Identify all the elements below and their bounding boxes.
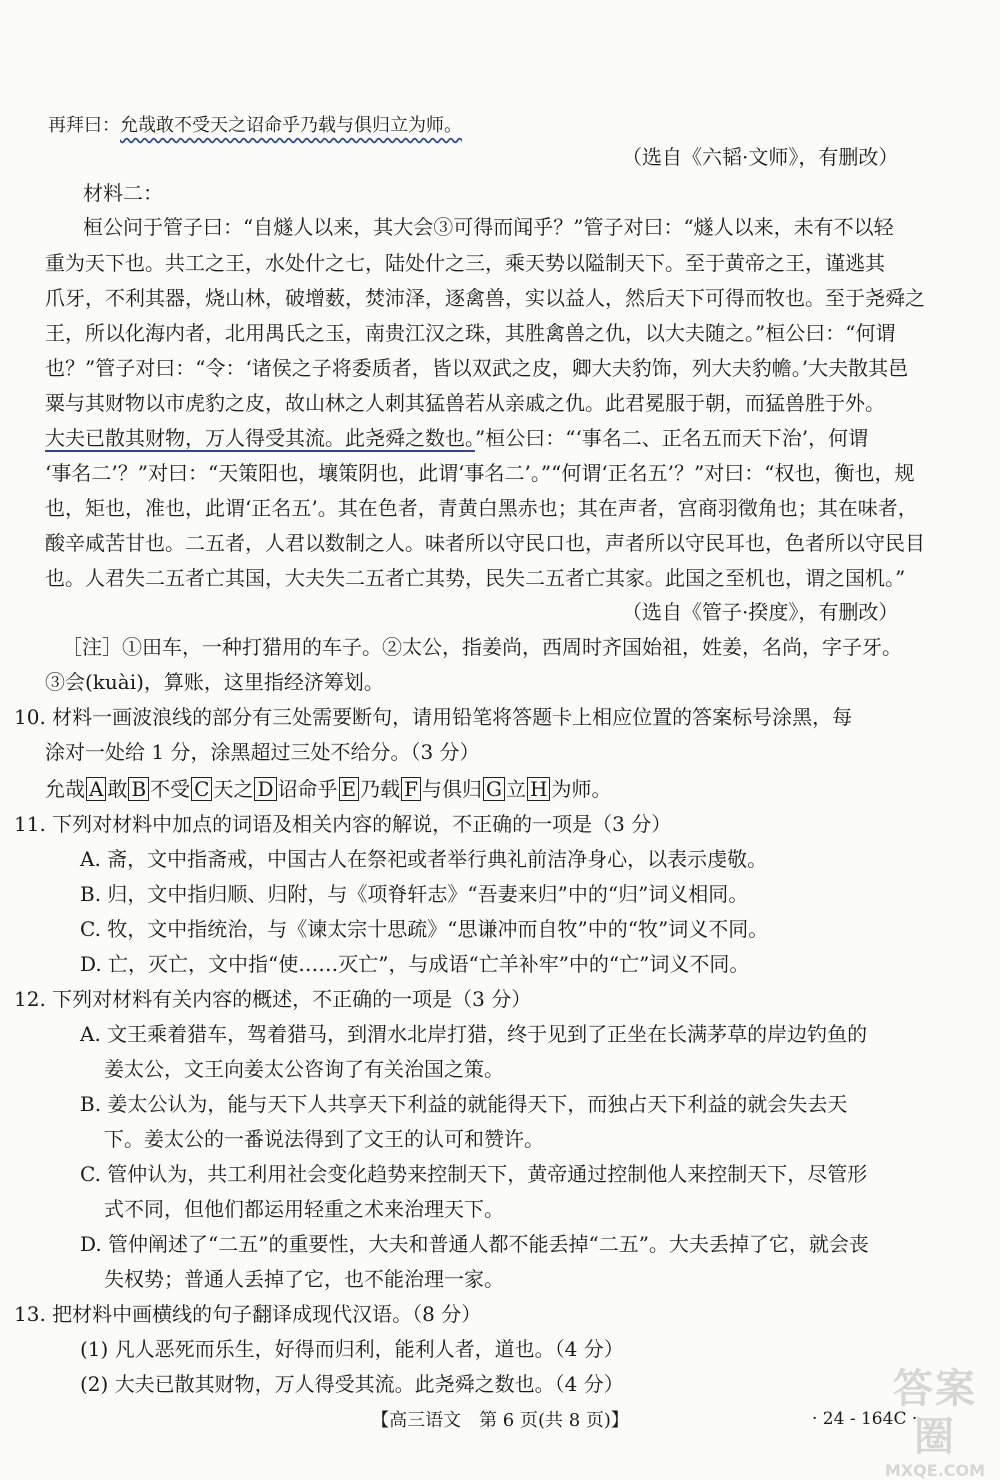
passage-line: 重为天下也。共工之王，水处什之七，陆处什之三，乘天势以隘制天下。至于黄帝之王，谨逃其 xyxy=(45,251,885,275)
wavy-phrase: 允哉敢不受天之诏命乎乃载与俱归立为师。 xyxy=(120,115,462,136)
passage-line: 爪牙，不利其器，烧山林，破增薮，焚沛泽，逐禽兽，实以益人，然后天下可得而牧也。至于尧舜之 xyxy=(45,286,925,310)
q12-option-cont: 姜太公，文王向姜太公咨询了有关治国之策。 xyxy=(104,1057,504,1081)
page-footer: 【高三语文 第 6 页(共 8 页)】 xyxy=(371,1410,629,1431)
material2-heading: 材料二： xyxy=(83,181,163,205)
q12-stem: 12. 下列对材料有关内容的概述，不正确的一项是（3 分） xyxy=(14,987,532,1011)
q10-segment: 不受 xyxy=(150,777,191,801)
passage-line xyxy=(45,424,868,452)
passage-line: 也。人君失二五者亡其国，大夫失二五者亡其势，民失二五者亡其家。此国之至机也，谓之国机。” xyxy=(45,566,906,590)
q10-segment: 立 xyxy=(506,777,526,801)
q11-stem: 11. 下列对材料中加点的词语及相关内容的解说，不正确的一项是（3 分） xyxy=(14,812,672,836)
q10-segment: 天之 xyxy=(213,777,254,801)
q10-option-box[interactable]: A xyxy=(86,777,106,801)
q10-option-box[interactable]: H xyxy=(527,777,550,801)
q10-segment: 乃载 xyxy=(360,777,401,801)
q12-option: C. 管仲认为，共工利用社会变化趋势来控制天下，黄帝通过控制他人来控制天下，尽管形 xyxy=(80,1162,868,1186)
watermark-logo xyxy=(880,1365,990,1480)
q13-stem: 13. 把材料中画横线的句子翻译成现代汉语。（8 分） xyxy=(14,1302,482,1326)
q11-option: A. 斋，文中指斋戒，中国古人在祭祀或者举行典礼前洁净身心，以表示虔敬。 xyxy=(80,847,768,871)
note-line: ③会(kuài)，算账，这里指经济筹划。 xyxy=(45,670,384,694)
q12-option-cont: 式不同，但他们都运用轻重之术来治理天下。 xyxy=(104,1197,504,1221)
q12-option: B. 姜太公认为，能与天下人共享天下利益的就能得天下，而独占天下利益的就会失去天 xyxy=(80,1092,848,1116)
q10-option-box[interactable]: D xyxy=(254,777,276,801)
q10-stem: 涂对一处给 1 分，涂黑超过三处不给分。（3 分） xyxy=(45,740,480,764)
source-2: （选自《管子·揆度》，有删改） xyxy=(622,600,899,624)
q10-segment: 敢 xyxy=(107,777,128,801)
passage-line: 也？”管子对曰：“令：‘诸侯之子将委质者，皆以双武之皮，卿大夫豹饰，列大夫豹幨。’大夫散其邑 xyxy=(45,356,909,380)
note-line: ［注］①田车，一种打猎用的车子。②太公，指姜尚，西周时齐国始祖，姓姜，名尚，字子牙。 xyxy=(62,635,902,659)
q10-segment: 为师。 xyxy=(551,777,612,801)
passage-line: ‘事名二’？”对曰：“天策阳也，壤策阴也，此谓‘事名二’。”“何谓‘正名五’？”对曰：“权也，衡也，规 xyxy=(45,461,915,485)
top-line xyxy=(48,110,462,140)
passage-line: 粟与其财物以市虎豹之皮，故山林之人刺其猛兽若从亲戚之仇。此君冕服于朝，而猛兽胜于外。 xyxy=(45,391,885,415)
watermark-url: MXQE.COM xyxy=(884,1461,986,1480)
q10-answer-line xyxy=(45,775,611,803)
q10-stem: 10. 材料一画波浪线的部分有三处需要断句，请用铅笔将答题卡上相应位置的答案标号涂黑，每 xyxy=(14,705,853,729)
top-prefix: 再拜曰： xyxy=(48,115,120,136)
q11-option: B. 归，文中指归顺、归附，与《项脊轩志》“吾妻来归”中的“归”词义相同。 xyxy=(80,882,749,906)
q13-sentence: (1) 凡人恶死而乐生，好得而归利，能利人者，道也。（4 分） xyxy=(80,1337,624,1361)
passage-line: 桓公问于管子曰：“自燧人以来，其大会③可得而闻乎？”管子对曰：“燧人以来，未有不以轻 xyxy=(83,215,894,239)
q10-segment: 诏命乎 xyxy=(277,777,338,801)
passage-line-rest: ”桓公曰：“‘事名二、正名五而天下治’，何谓 xyxy=(475,426,869,450)
q12-option: A. 文王乘着猎车，驾着猎马，到渭水北岸打猎，终于见到了正坐在长满茅草的岸边钓鱼的 xyxy=(80,1022,868,1046)
passage-line: 也，矩也，准也，此谓‘正名五’。其在色者，青黄白黑赤也；其在声者，宫商羽徵角也；其在味者， xyxy=(45,496,918,520)
page-code: · 24 - 164C · xyxy=(812,1409,918,1429)
q12-option: D. 管仲阐述了“二五”的重要性，大夫和普通人都不能丢掉“二五”。大夫丢掉了它，就会丧 xyxy=(80,1232,869,1256)
q13-sentence: (2) 大夫已散其财物，万人得受其流。此尧舜之数也。（4 分） xyxy=(80,1372,624,1396)
q10-option-box[interactable]: G xyxy=(483,777,505,801)
passage-line: 酸辛咸苦甘也。二五者，人君以数制之人。味者所以守民口也，声者所以守民耳也，色者所以守民目 xyxy=(45,531,925,555)
q12-option-cont: 下。姜太公的一番说法得到了文王的认可和赞许。 xyxy=(104,1127,544,1151)
watermark-title: 答案圈 xyxy=(893,1366,977,1460)
q11-option: D. 亡，灭亡，文中指“使……灭亡”，与成语“亡羊补牢”中的“亡”词义不同。 xyxy=(80,952,750,976)
passage-line: 王，所以化海内者，北用禺氏之玉，南贵江汉之珠，其胜禽兽之仇，以大夫随之。”桓公曰：“何谓 xyxy=(45,321,896,345)
q10-segment: 允哉 xyxy=(45,777,85,801)
q12-option-cont: 失权势；普通人丢掉了它，也不能治理一家。 xyxy=(104,1267,504,1291)
q10-option-box[interactable]: F xyxy=(401,777,421,801)
q10-option-box[interactable]: B xyxy=(128,777,149,801)
source-1: （选自《六韬·文师》，有删改） xyxy=(622,145,899,169)
q10-segment: 与俱归 xyxy=(422,777,483,801)
q10-option-box[interactable]: C xyxy=(191,777,212,801)
q10-option-box[interactable]: E xyxy=(339,777,360,801)
q11-option: C. 牧，文中指统治，与《谏太宗十思疏》“思谦冲而自牧”中的“牧”词义不同。 xyxy=(80,917,769,941)
underlined-sentence: 大夫已散其财物，万人得受其流。此尧舜之数也。 xyxy=(45,426,475,450)
